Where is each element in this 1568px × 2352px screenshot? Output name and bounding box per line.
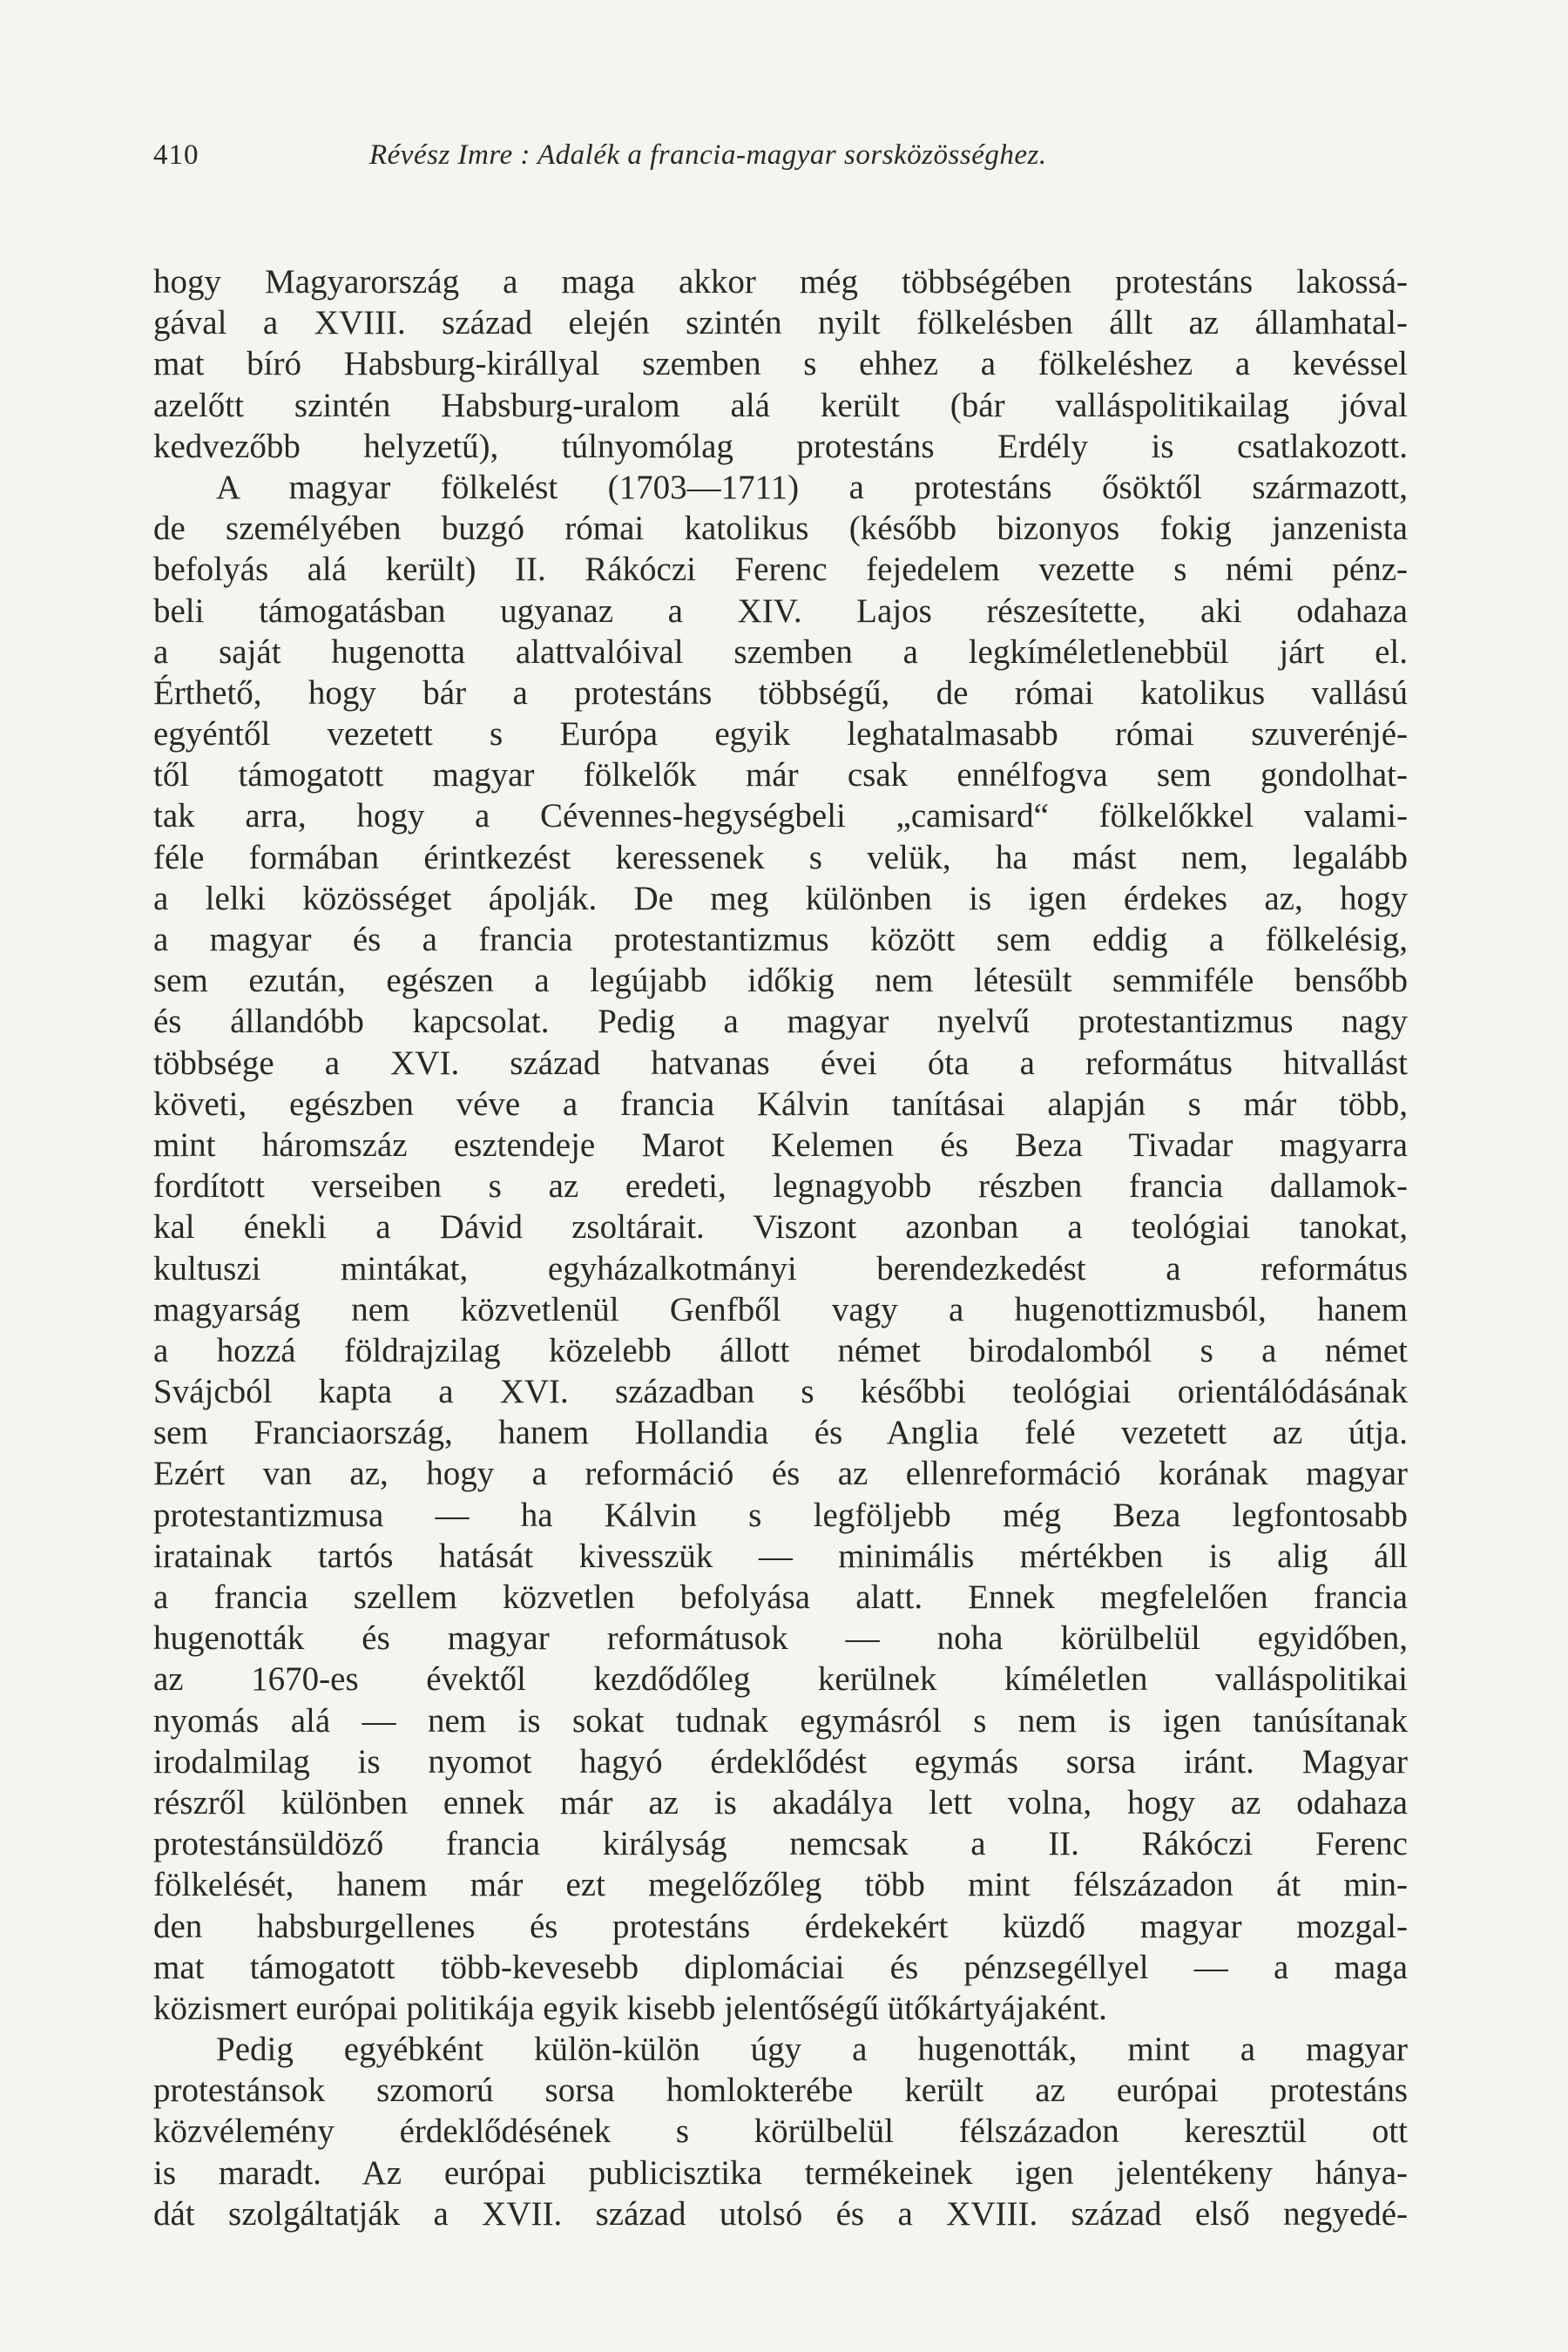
text-line: dát szolgáltatják a XVII. század utolsó és a XVIII. század első negyedé-	[153, 2194, 1408, 2233]
text-line: protestánsok szomorú sorsa homlokterébe került az európai protestáns	[153, 2072, 1408, 2110]
text-line: követi, egészben véve a francia Kálvin tanításai alapján s már több,	[153, 1085, 1408, 1123]
paragraph-start-line: Pedig egyébként külön-külön úgy a hugenották, mint a magyar	[216, 2031, 1408, 2069]
text-line: féle formában érintkezést keressenek s velük, ha mást nem, legalább	[153, 838, 1408, 876]
text-line: és állandóbb kapcsolat. Pedig a magyar nyelvű protestantizmus nagy	[153, 1003, 1408, 1041]
text-line: fordított verseiben s az eredeti, legnagyobb részben francia dallamok-	[153, 1167, 1408, 1206]
text-line: sem ezután, egészen a legújabb időkig nem létesült semmiféle bensőbb	[153, 962, 1408, 1000]
text-line: azelőtt szintén Habsburg-uralom alá került (bár valláspolitikailag jóval	[153, 386, 1408, 424]
running-head-title: Révész Imre : Adalék a francia-magyar sorsközösséghez.	[369, 139, 1047, 171]
text-line: mat bíró Habsburg-királlyal szemben s ehhez a fölkeléshez a kevéssel	[153, 345, 1408, 383]
text-line: protestantizmusa — ha Kálvin s legföljebb még Beza legfontosabb	[153, 1496, 1408, 1534]
text-line: is maradt. Az európai publicisztika termékeinek igen jelentékeny hánya-	[153, 2153, 1408, 2192]
text-line: iratainak tartós hatását kivesszük — minimális mértékben is alig áll	[153, 1537, 1408, 1575]
text-line: a lelki közösséget ápolják. De meg különben is igen érdekes az, hogy	[153, 879, 1408, 917]
text-line: sem Franciaország, hanem Hollandia és Anglia felé vezetett az útja.	[153, 1414, 1408, 1452]
text-line: den habsburgellenes és protestáns érdekekért küzdő magyar mozgal-	[153, 1907, 1408, 1945]
running-head	[153, 139, 1420, 183]
text-line: közvélemény érdeklődésének s körülbelül félszázadon keresztül ott	[153, 2112, 1408, 2151]
text-line: Svájcból kapta a XVI. században s későbbi teológiai orientálódásának	[153, 1373, 1408, 1411]
text-line: protestánsüldöző francia királyság nemcsak a II. Rákóczi Ferenc	[153, 1825, 1408, 1863]
body-text	[153, 261, 1408, 2234]
text-line: beli támogatásban ugyanaz a XIV. Lajos részesítette, aki odahaza	[153, 591, 1408, 630]
text-line: befolyás alá került) II. Rákóczi Ferenc fejedelem vezette s némi pénz-	[153, 551, 1408, 589]
text-line: irodalmilag is nyomot hagyó érdeklődést egymás sorsa iránt. Magyar	[153, 1742, 1408, 1781]
text-line: de személyében buzgó római katolikus (később bizonyos fokig janzenista	[153, 510, 1408, 548]
text-line: Ezért van az, hogy a reformáció és az ellenreformáció korának magyar	[153, 1455, 1408, 1493]
text-line: tak arra, hogy a Cévennes-hegységbeli „camisard“ fölkelőkkel valami-	[153, 797, 1408, 835]
text-line: nyomás alá — nem is sokat tudnak egymásról s nem is igen tanúsítanak	[153, 1701, 1408, 1740]
paragraph-start-line: A magyar fölkelést (1703—1711) a protestáns ősöktől származott,	[216, 468, 1408, 506]
text-line: mat támogatott több-kevesebb diplomáciai és pénzsegéllyel — a maga	[153, 1948, 1408, 1986]
text-line: kal énekli a Dávid zsoltárait. Viszont azonban a teológiai tanokat,	[153, 1208, 1408, 1247]
text-line: egyéntől vezetett s Európa egyik leghatalmasabb római szuverénjé-	[153, 715, 1408, 754]
text-line: a hozzá földrajzilag közelebb állott német birodalomból s a német	[153, 1331, 1408, 1369]
text-line: mint háromszáz esztendeje Marot Kelemen és Beza Tivadar magyarra	[153, 1125, 1408, 1164]
text-line: a francia szellem közvetlen befolyása alatt. Ennek megfelelően francia	[153, 1578, 1408, 1616]
page-number: 410	[153, 139, 199, 171]
text-line: magyarság nem közvetlenül Genfből vagy a hugenottizmusból, hanem	[153, 1290, 1408, 1328]
text-line: kedvezőbb helyzetű), túlnyomólag protestáns Erdély is csatlakozott.	[153, 427, 1408, 465]
paragraph-end-line: közismert európai politikája egyik kisebb jelentőségű ütőkártyájaként.	[153, 1989, 1107, 2027]
text-line: Érthető, hogy bár a protestáns többségű, de római katolikus vallású	[153, 673, 1408, 712]
text-line: többsége a XVI. század hatvanas évei óta a református hitvallást	[153, 1044, 1408, 1082]
text-line: től támogatott magyar fölkelők már csak ennélfogva sem gondolhat-	[153, 756, 1408, 794]
text-line: fölkelését, hanem már ezt megelőzőleg több mint félszázadon át min-	[153, 1866, 1408, 1904]
text-line: hugenották és magyar reformátusok — noha körülbelül egyidőben,	[153, 1619, 1408, 1658]
text-line: hogy Magyarország a maga akkor még többségében protestáns lakossá-	[153, 263, 1408, 301]
text-line: a saját hugenotta alattvalóival szemben a legkíméletlenebbül járt el.	[153, 632, 1408, 671]
text-line: a magyar és a francia protestantizmus között sem eddig a fölkelésig,	[153, 921, 1408, 958]
text-line: az 1670-es évektől kezdődőleg kerülnek kíméletlen valláspolitikai	[153, 1660, 1408, 1699]
text-line: gával a XVIII. század elején szintén nyilt fölkelésben állt az államhatal-	[153, 304, 1408, 342]
text-line: kultuszi mintákat, egyházalkotmányi berendezkedést a református	[153, 1249, 1408, 1288]
text-line: részről különben ennek már az is akadálya lett volna, hogy az odahaza	[153, 1783, 1408, 1821]
